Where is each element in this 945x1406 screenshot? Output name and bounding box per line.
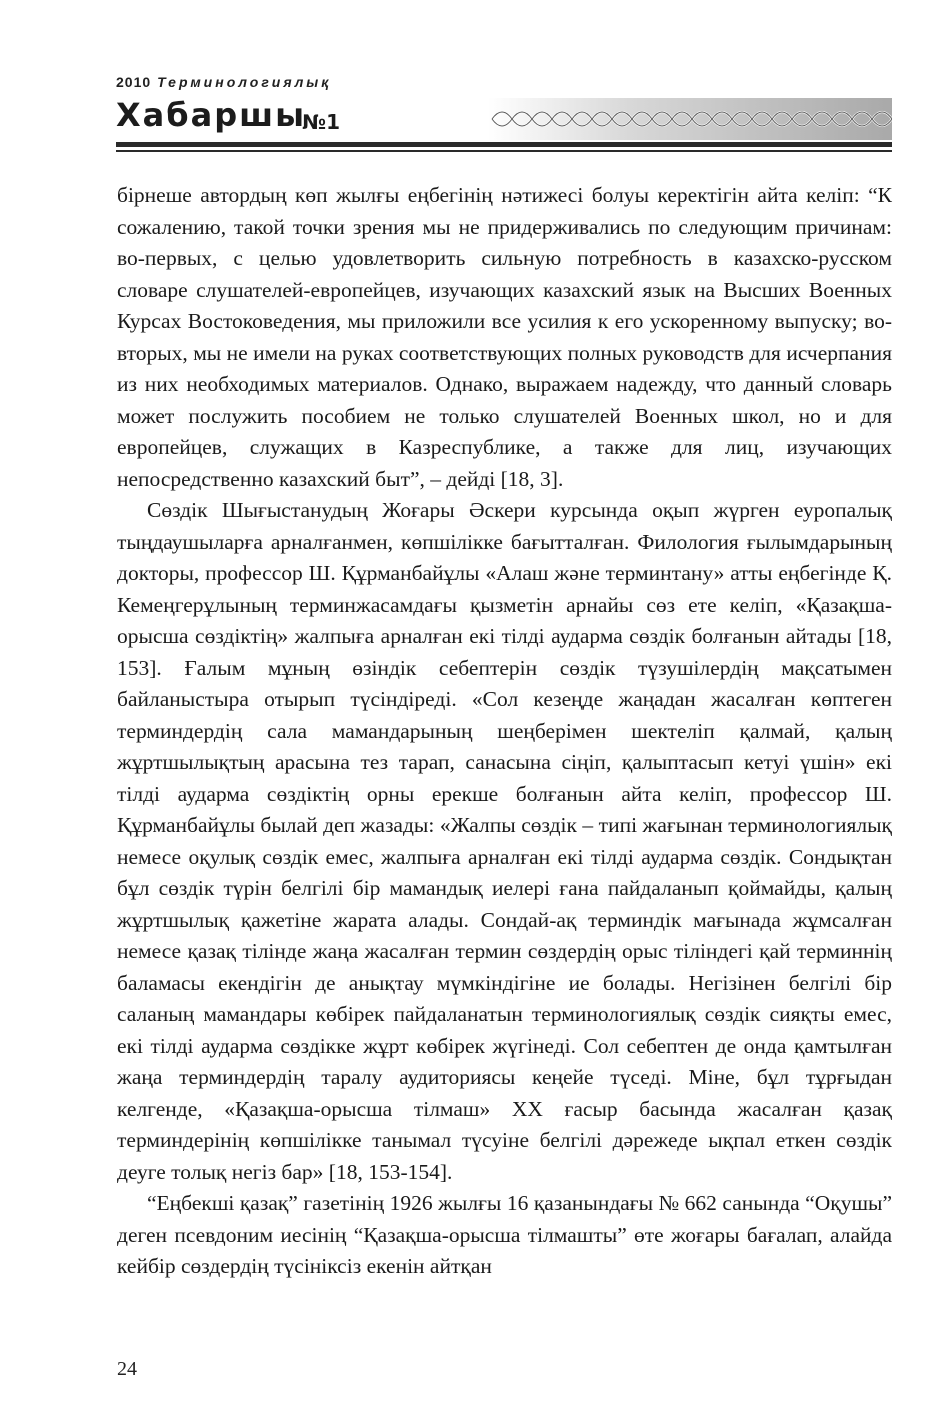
ornament-band <box>488 98 892 140</box>
header-journal-title: Хабаршы <box>116 96 307 134</box>
header-issue-number: №1 <box>302 110 340 134</box>
page-number: 24 <box>117 1358 137 1380</box>
article-body <box>117 180 892 1283</box>
header-journal-subtitle: Терминологиялық <box>157 74 332 90</box>
header-rule-thick <box>116 142 892 147</box>
paragraph-2: Сөздік Шығыстанудың Жоғары Әскери курсында оқып жүрген еуропалық тыңдаушыларға арналғанмен, көпшілікке бағытталған. Филология ғылымдарының докторы, профессор Ш. Құрманбайұлы «Алаш және терминтану» атты еңбегінде Қ. Кемеңгерұлының терминжасамдағы қызметін арнайы сөз ете келіп, «Қазақша-орысша сөздіктің» жалпыға арналған екі тілді аударма сөздік болғанын айтады [18, 153]. Ғалым мұның өзіндік себептерін сөздік түзушілердің мақсатымен байланыстыра отырып түсіндіреді. «Сол кезеңде жаңадан жасалған көптеген терминдердің сала мамандарының шеңберімен шектеліп қалмай, қалың жұртшылықтың арасына тез тарап, санасына сіңіп, қалыптасып кетуі үшін» екі тілді аударма сөздіктің орны ерекше болғанын айта келіп, профессор Ш. Құрманбайұлы былай деп жазады: «Жалпы сөздік – типі жағынан терминологиялық немесе оқулық сөздік емес, жалпыға арналған екі тілді аударма сөздік. Сондықтан бұл сөздік түрін белгілі бір мамандық иелері ғана пайдаланып қоймайды, қалың жұртшылық қажетіне жарата алады. Сондай-ақ терминдік мағынада жұмсалған немесе қазақ тілінде жаңа жасалған термин сөздердің орыс тіліндегі қай терминнің баламасы екендігін де анықтау мүмкіндігіне ие болады. Негізінен белгілі бір саланың мамандары көбірек пайдаланатын терминологиялық сөздік сияқты емес, екі тілді аударма сөздікке жұрт көбірек жүгінеді. Сол себептен де онда қамтылған жаңа терминдердің таралу аудиториясы кеңейе түседі. Міне, бұл тұрғыдан келгенде, «Қазақша-орысша тілмаш» XX ғасыр басында жасалған қазақ терминдерінің көпшілікке танымал түсуіне белгілі дәрежеде ықпал еткен сөздік деуге толық негіз бар» [18, 153-154]. <box>117 498 892 1184</box>
header-year-line <box>116 74 331 90</box>
paragraph-1: бірнеше автордың көп жылғы еңбегінің нәтижесі болуы керектігін айта келіп: “К сожалению, такой точки зрения мы не придерживались по следующим причинам: во-первых, с целью удовлетворить сильную потребность в казахско-русском словаре слушателей-европейцев, изучающих казахский язык на Высших Военных Курсах Востоковедения, мы приложили все усилия к его ускоренному выпуску; во-вторых, мы не имели на руках соответствующих полных руководств для исчерпания из них необходимых материалов. Однако, выражаем надежду, что данный словарь может послужить пособием не только слушателей Военных школ, но и для европейцев, служащих в Казреспублике, а также для лиц, изучающих непосредственно казахский быт”, – дейді [18, 3]. <box>117 183 892 491</box>
header-year: 2010 <box>116 74 152 90</box>
running-header <box>116 74 892 164</box>
kazakh-ornament-icon <box>488 98 892 140</box>
paragraph-3: “Еңбекші қазақ” газетінің 1926 жылғы 16 қазанындағы № 662 санында “Оқушы” деген псевдоним иесінің “Қазақша-орысша тілмашты” өте жоғары бағалап, алайда кейбір сөздердің түсініксіз екенін айтқан <box>117 1191 892 1278</box>
header-rule-thin <box>116 150 892 152</box>
